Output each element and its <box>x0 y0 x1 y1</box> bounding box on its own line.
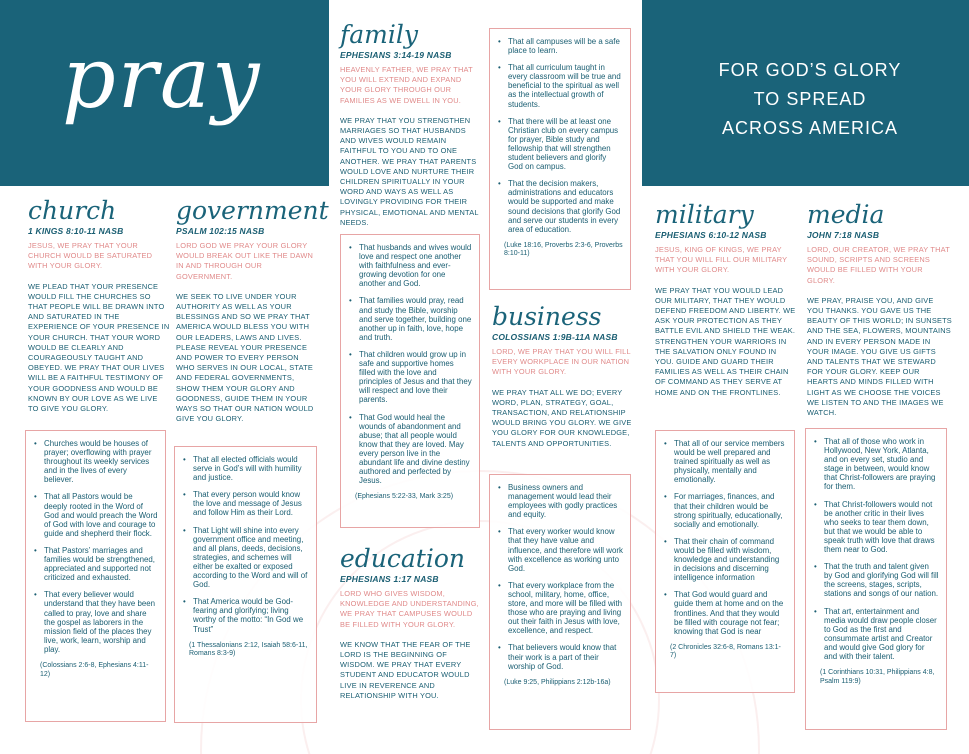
family-verse: HEAVENLY FATHER, WE PRAY THAT YOU WILL EXTEND AND EXPAND YOUR GLORY THROUGH OUR FAMILIES AS WE DWELL IN YOU. <box>340 65 473 105</box>
list-item: • That every workplace from the school, military, home, office, store, and more will be filled with those who are praying and living out their faith in Jesus with love, excellence, and respect. <box>498 581 623 636</box>
education-heading: education <box>340 544 465 573</box>
media-verse: LORD, OUR CREATOR, WE PRAY THAT SOUND, SCRIPTS AND SCREENS WOULD BE FILLED WITH YOUR GLORY. <box>807 245 950 285</box>
media-reference: JOHN 7:18 NASB <box>807 230 880 240</box>
government-verse: LORD GOD WE PRAY YOUR GLORY WOULD BREAK OUT LIKE THE DAWN IN AND THROUGH OUR GOVERNMENT. <box>176 241 314 281</box>
military-heading: military <box>655 200 754 229</box>
list-item: • Churches would be houses of prayer; overflowing with prayer throughout its weekly services and in the lives of every believer. <box>34 439 158 484</box>
business-section <box>492 304 634 449</box>
list-item: • That believers would know that their work is a part of their worship of God. <box>498 643 623 670</box>
list-item: • That children would grow up in safe and supportive homes filled with the love and principles of Jesus and that they will respect and love their parents. <box>349 350 472 405</box>
list-item: • That Light will shine into every government office and meeting, and all plans, deeds, decisions, strategies, and schemes will either be exalted or exposed according to the Word and will of God. <box>183 526 309 590</box>
church-section <box>28 198 170 414</box>
list-item: • That all of those who work in Hollywood, New York, Atlanta, and on every set, studio and stage in between, would know that Christ-followers are praying for them. <box>814 437 939 492</box>
list-item: • That America would be God-fearing and glorifying; living worthy of the motto: “In God we Trust” <box>183 597 309 633</box>
pray-title: pray <box>62 29 262 127</box>
military-prayer-box <box>655 430 795 693</box>
military-body: WE PRAY THAT YOU WOULD LEAD OUR MILITARY, THAT THEY WOULD DEFEND FREEDOM AND LIBERTY. WE ASK YOUR PROTECTION AS THEY BATTLE EVIL AND SHIELD THE WEAK. STRENGTHEN YOUR WARRIORS IN THE SALVATION ONLY FOUND IN YOU. GUIDE AND GUARD THEIR FAMILIES AS WELL AS THEIR CHAIN OF COMMAND AS THEY SERVE AT HOME AND ON THE FRONTLINES. <box>655 285 796 397</box>
government-citation: (1 Thessalonians 2:12, Isaiah 58:6-11, Romans 8:3-9) <box>189 641 308 658</box>
family-heading: family <box>340 20 418 49</box>
military-bullet-list <box>664 439 787 636</box>
church-body: WE PLEAD THAT YOUR PRESENCE WOULD FILL THE CHURCHES SO THAT PEOPLE WILL BE DRAWN INTO AND SATURATED IN THE EXPERIENCE OF YOUR PRESENCE IN YOUR CHURCH. THAT YOUR WORD WOULD BE CLEARLY AND COURAGEOUSLY TAUGHT AND OBEYED. WE PRAY THAT OUR LIVES WILL BE A FAITHFUL TESTIMONY OF YOUR GOODNESS AND WOULD BE KNOWN BY OUR LOVE AS WE LIVE TO GIVE YOU GLORY. <box>28 281 170 414</box>
media-bullet-list <box>814 437 939 661</box>
list-item: • That every believer would understand that they have been called to pray, love and share the gospel as laborers in the mission field of the places they live, work, learn, worship and play. <box>34 590 158 654</box>
business-reference: COLOSSIANS 1:9B-11A NASB <box>492 332 618 342</box>
list-item: • That God would heal the wounds of abandonment and abuse; that all people would know that they are loved. May every person live in the abundant life and divine destiny authored and perfected by Jesus. <box>349 413 472 486</box>
business-body: WE PRAY THAT ALL WE DO; EVERY WORD, PLAN, STRATEGY, GOAL, TRANSACTION, AND RELATIONSHIP WOULD BRING YOU GLORY. WE GIVE YOU GLORY FOR OUR KNOWLEDGE, TALENTS AND OPPORTUNITIES. <box>492 387 632 448</box>
list-item: • That God would guard and guide them at home and on the frontlines. And that they would be filled with courage not fear; knowing that God is near <box>664 590 787 635</box>
church-prayer-box <box>25 430 166 722</box>
church-reference: 1 KINGS 8:10-11 NASB <box>28 226 124 236</box>
list-item: • That all elected officials would serve in God’s will with humility and justice. <box>183 455 309 482</box>
military-citation: (2 Chronicles 32:6-8, Romans 13:1-7) <box>670 643 781 660</box>
military-section <box>655 202 797 398</box>
family-citation: (Ephesians 5:22-33, Mark 3:25) <box>355 493 454 501</box>
tagline <box>690 56 930 143</box>
church-citation: (Colossians 2:6-8, Ephesians 4:11-12) <box>40 661 149 678</box>
media-section <box>807 202 952 418</box>
media-citation: (1 Corinthians 10:31, Philippians 4:8, Psalm 119:9) <box>820 669 935 685</box>
military-reference: EPHESIANS 6:10-12 NASB <box>655 230 767 240</box>
government-section <box>176 196 329 424</box>
list-item: • For marriages, finances, and that their children would be strong spiritually, educationally, socially and emotionally. <box>664 492 787 528</box>
business-prayer-box <box>489 474 631 730</box>
family-bullet-list <box>349 243 472 485</box>
media-heading: media <box>807 200 885 229</box>
education-reference: EPHESIANS 1:17 NASB <box>340 574 439 584</box>
business-heading: business <box>492 302 602 331</box>
family-section <box>340 22 482 228</box>
education-bullet-list <box>498 37 623 234</box>
government-heading: government <box>176 196 329 225</box>
list-item: • That all curriculum taught in every classroom will be true and beneficial to the spiritual as well as the intellectual growth of students. <box>498 63 623 108</box>
education-citation: (Luke 18:16, Proverbs 2:3-6, Proverbs 8:10-11) <box>504 241 623 258</box>
list-item: • That all campuses will be a safe place to learn. <box>498 37 623 55</box>
list-item: • That every person would know the love and message of Jesus and follow Him as their Lord. <box>183 490 309 517</box>
list-item: • Business owners and management would lead their employees with godly practices and equity. <box>498 483 623 519</box>
church-verse: JESUS, WE PRAY THAT YOUR CHURCH WOULD BE SATURATED WITH YOUR GLORY. <box>28 241 153 271</box>
family-reference: EPHESIANS 3:14-19 NASB <box>340 50 452 60</box>
list-item: • That there will be at least one Christian club on every campus for prayer, Bible study and fellowship that will strengthen student believers and glorify God on campus. <box>498 117 623 172</box>
list-item: • That husbands and wives would love and respect one another with faithfulness and ever-growing devotion for one another and God. <box>349 243 472 288</box>
list-item: • That Pastors’ marriages and families would be strengthened, appreciated and supported not criticized and exhausted. <box>34 546 158 582</box>
media-body: WE PRAY, PRAISE YOU, AND GIVE YOU THANKS. YOU GAVE US THE BEAUTY OF THIS WORLD; IN SUNSETS AND THE SEA, FLOWERS, MOUNTAINS AND IN EVERY PERSON MADE IN YOUR IMAGE. YOU GIVE US GIFTS AND TALENTS THAT WE STEWARD FOR YOUR GLORY. KEEP OUR HEARTS AND MINDS FILLED WITH LIGHT AS WE CHOOSE THE VOICES WE LISTEN TO AND THE IMAGES WE WATCH. <box>807 295 952 418</box>
list-item: • That the decision makers, administrations and educators would be supported and make sound decisions that glorify God and serve our students in every area of education. <box>498 179 623 234</box>
tagline-line-3: ACROSS AMERICA <box>721 118 899 138</box>
business-bullet-list <box>498 483 623 671</box>
list-item: • That art, entertainment and media would draw people closer to God as the first and consummate artist and Creator and would give God glory for and with their talent. <box>814 607 939 662</box>
military-verse: JESUS, KING OF KINGS, WE PRAY THAT YOU WILL FILL OUR MILITARY WITH YOUR GLORY. <box>655 245 788 275</box>
media-prayer-box <box>805 428 947 730</box>
government-prayer-box <box>174 446 317 723</box>
business-citation: (Luke 9:25, Philippians 2:12b-16a) <box>504 678 611 686</box>
education-verse: LORD WHO GIVES WISDOM, KNOWLEDGE AND UNDERSTANDING, WE PRAY THAT CAMPUSES WOULD BE FILLED WITH YOUR GLORY. <box>340 589 479 629</box>
list-item: • That all of our service members would be well prepared and trained spiritually as well as physically, mentally and emotionally. <box>664 439 787 484</box>
education-prayer-box <box>489 28 631 290</box>
government-body: WE SEEK TO LIVE UNDER YOUR AUTHORITY AS WELL AS YOUR BLESSINGS AND SO WE PRAY THAT AMERICA WOULD BLESS YOU WITH OUR LEADERS, LAWS AND LIVES. PLEASE REVEAL YOUR PRESENCE AND POWER TO EVERY PERSON WHO SERVES IN OUR LOCAL, STATE AND FEDERAL GOVERNMENTS, SHOW THEM YOUR GLORY AND GOODNESS, GUIDE THEM IN YOUR WAYS SO THAT OUR NATION WOULD GIVE YOU GLORY. <box>176 291 314 424</box>
church-heading: church <box>28 196 117 225</box>
government-reference: PSALM 102:15 NASB <box>176 226 265 236</box>
list-item: • That every worker would know that they have value and influence, and therefore will work with excellence as working unto God. <box>498 527 623 572</box>
list-item: • That the truth and talent given by God and glorifying God will fill the screens, stages, scripts, stations and songs of our nation. <box>814 562 939 598</box>
list-item: • That Christ-followers would not be another critic in their lives who seeks to tear them down, but that we would be able to speak truth with love that draws them near to God. <box>814 500 939 555</box>
list-item: • That families would pray, read and study the Bible, worship and serve together, building one another up in faith, love, hope and truth. <box>349 296 472 341</box>
family-body: WE PRAY THAT YOU STRENGTHEN MARRIAGES SO THAT HUSBANDS AND WIVES WOULD REMAIN FAITHFUL TO YOU AND TO ONE ANOTHER. WE PRAY THAT PARENTS WOULD LOVE AND NURTURE THEIR CHILDREN SPIRITUALLY IN YOUR WORD AND WAYS AS WELL AS LOVINGLY PROVIDING FOR THEIR PHYSICAL, EMOTIONAL AND MENTAL NEEDS. <box>340 115 479 227</box>
list-item: • That all Pastors would be deeply rooted in the Word of God and would preach the Word of God with love and courage to guide and shepherd their flock. <box>34 492 158 537</box>
tagline-line-1: FOR GOD’S GLORY <box>718 60 902 80</box>
family-prayer-box <box>340 234 480 528</box>
church-bullet-list <box>34 439 158 654</box>
list-item: • That their chain of command would be filled with wisdom, knowledge and understanding in decisions and discerning intelligence information <box>664 537 787 582</box>
business-verse: LORD, WE PRAY THAT YOU WILL FILL EVERY WORKPLACE IN OUR NATION WITH YOUR GLORY. <box>492 347 631 377</box>
education-section <box>340 546 482 701</box>
tagline-line-2: TO SPREAD <box>753 89 867 109</box>
education-body: WE KNOW THAT THE FEAR OF THE LORD IS THE BEGINNING OF WISDOM. WE PRAY THAT EVERY STUDENT AND EDUCATOR WOULD LIVE IN REVERENCE AND RELATIONSHIP WITH YOU. <box>340 639 471 700</box>
government-bullet-list <box>183 455 309 634</box>
